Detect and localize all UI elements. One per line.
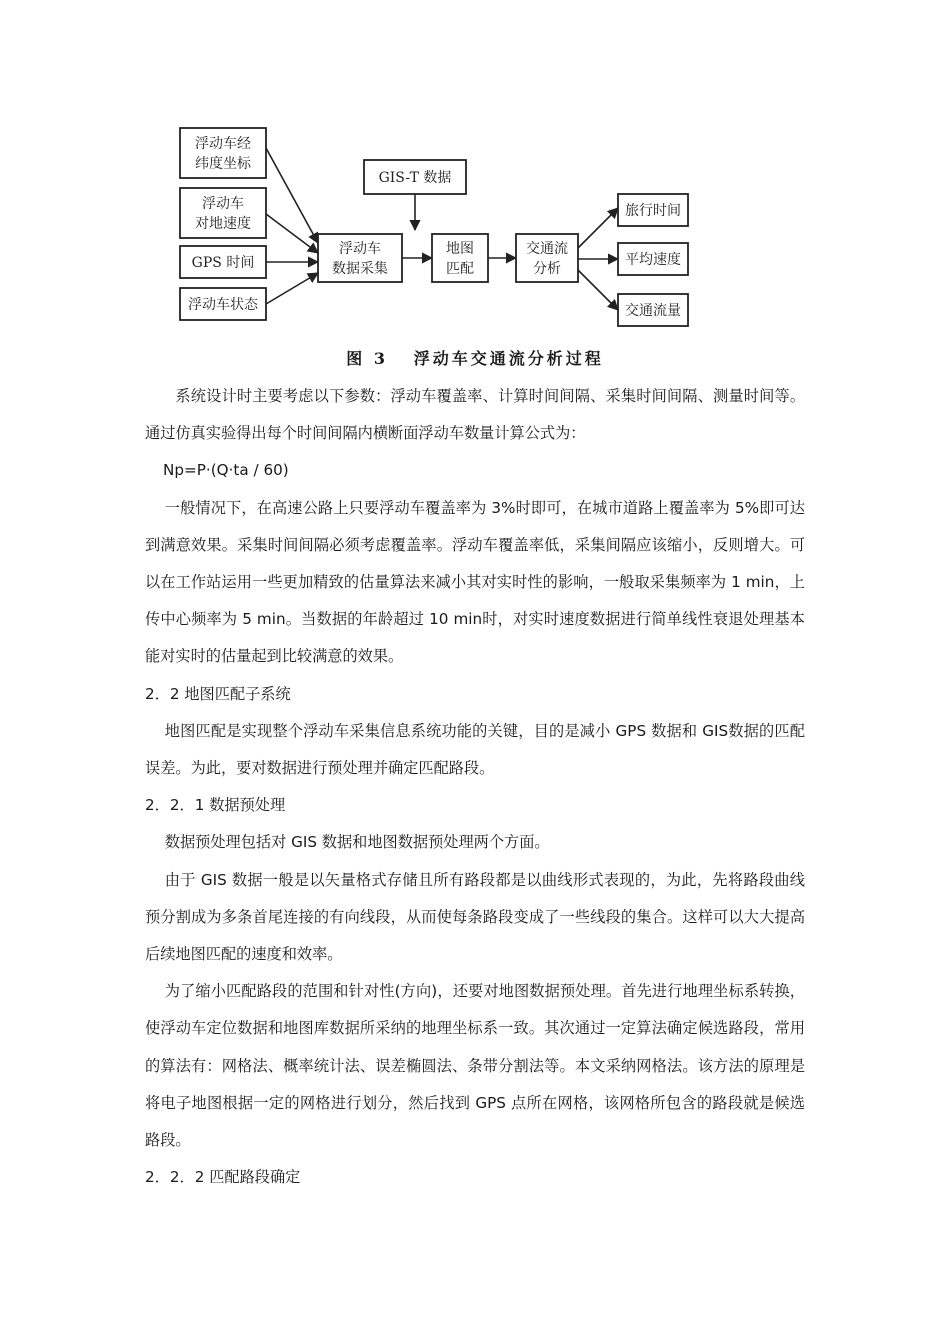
input-speed-line1: 浮动车: [202, 196, 244, 212]
input-speed-line2: 对地速度: [195, 216, 251, 232]
analysis-line1: 交通流: [526, 241, 568, 257]
paragraph-preprocess: 数据预处理包括对 GIS 数据和地图数据预处理两个方面。: [164, 833, 550, 852]
collect-box: [318, 234, 402, 282]
match-line1: 地图: [446, 241, 474, 257]
arrow-analysis-to-flow: [578, 270, 618, 310]
formula: Np=P·(Q·ta / 60): [163, 461, 289, 480]
svg-text:浮动车: [339, 240, 381, 257]
arrow-speed-to-collect: [266, 214, 318, 253]
output-flow-label: 交通流量: [625, 303, 681, 319]
input-box-gps-time: [180, 246, 266, 278]
svg-text:交通流: [526, 240, 568, 257]
paragraph-grid-method: 为了缩小匹配路段的范围和针对性(方向)，还要对地图数据预处理。首先进行地理坐标系转换，使浮动车定位数据和地图库数据所采纳的地理坐标系一致。其次通过一定算法确定候选路段，常用的算法有：网格法、概率统计法、误差椭圆法、条带分割法等。本文采纳网格法。该方法的原理是将电子地图根据一定的网格进行划分，然后找到 GPS 点所在网格，该网格所包含的路段就是候选路段。: [145, 982, 805, 1150]
output-travel-time-label: 旅行时间: [625, 203, 681, 219]
output-box-flow: [618, 294, 688, 326]
input-coords-line2: 纬度坐标: [195, 156, 251, 172]
body-text: [145, 378, 805, 1196]
input-box-state: [180, 288, 266, 320]
svg-text:对地速度: [195, 215, 251, 232]
gis-label: GIS-T 数据: [378, 170, 452, 186]
output-box-travel-time: [618, 194, 688, 226]
section-heading-2-2-2: 2．2．2 匹配路段确定: [145, 1168, 301, 1187]
paragraph-gis-segments: 由于 GIS 数据一般是以矢量格式存储且所有路段都是以曲线形式表现的，为此，先将路段曲线预分割成为多条首尾连接的有向线段，从而使每条路段变成了一些线段的集合。这样可以大大提高后续地图匹配的速度和效率。: [145, 870, 805, 964]
analysis-line2: 分析: [533, 261, 561, 277]
gis-box: [364, 160, 466, 194]
section-heading-2-2: 2．2 地图匹配子系统: [145, 684, 291, 703]
collect-line2: 数据采集: [332, 261, 388, 277]
paragraph-coverage: 一般情况下，在高速公路上只要浮动车覆盖率为 3%时即可，在城市道路上覆盖率为 5%即可达到满意效果。采集时间间隔必须考虑覆盖率。浮动车覆盖率低，采集间隔应该缩小，反则增大。可以在工作站运用一些更加精致的估量算法来减小其对实时性的影响，一般取采集频率为 1 min，上传中心频率为 5 min。当数据的年龄超过 10 min时，对实时速度数据进行简单线性衰退处理基本能对实时的估量起到比较满意的效果。: [145, 498, 805, 666]
paragraph-map-matching: 地图匹配是实现整个浮动车采集信息系统功能的关键，目的是减小 GPS 数据和 GIS数据的匹配误差。为此，要对数据进行预处理并确定匹配路段。: [145, 721, 805, 778]
match-box: [432, 234, 488, 282]
input-gps-time-label: GPS 时间: [191, 255, 255, 271]
figure-caption: 图 3 浮动车交通流分析过程: [346, 349, 604, 368]
output-box-avg-speed: [618, 243, 688, 275]
input-box-coords: [180, 128, 266, 178]
svg-text:浮动车: [202, 195, 244, 212]
svg-text:分析: [533, 260, 561, 277]
svg-text:地图: [446, 240, 474, 257]
input-state-label: 浮动车状态: [188, 297, 258, 313]
arrow-analysis-to-travel-time: [578, 208, 618, 248]
svg-text:数据采集: [332, 260, 388, 277]
paragraph-params: 系统设计时主要考虑以下参数：浮动车覆盖率、计算时间间隔、采集时间间隔、测量时间等。通过仿真实验得出每个时间间隔内横断面浮动车数量计算公式为：: [145, 387, 805, 443]
arrow-state-to-collect: [266, 273, 318, 304]
svg-text:纬度坐标: [195, 155, 252, 172]
arrow-coords-to-collect: [266, 148, 318, 243]
input-coords-line1: 浮动车经: [195, 136, 251, 152]
match-line2: 匹配: [446, 261, 474, 277]
traffic-flow-diagram: [160, 118, 720, 338]
collect-line1: 浮动车: [339, 241, 381, 257]
svg-text:浮动车经: [195, 135, 251, 152]
section-heading-2-2-1: 2．2．1 数据预处理: [145, 796, 286, 815]
input-box-speed: [180, 188, 266, 238]
output-avg-speed-label: 平均速度: [625, 252, 681, 268]
svg-text:匹配: [446, 261, 474, 277]
analysis-box: [516, 234, 578, 282]
